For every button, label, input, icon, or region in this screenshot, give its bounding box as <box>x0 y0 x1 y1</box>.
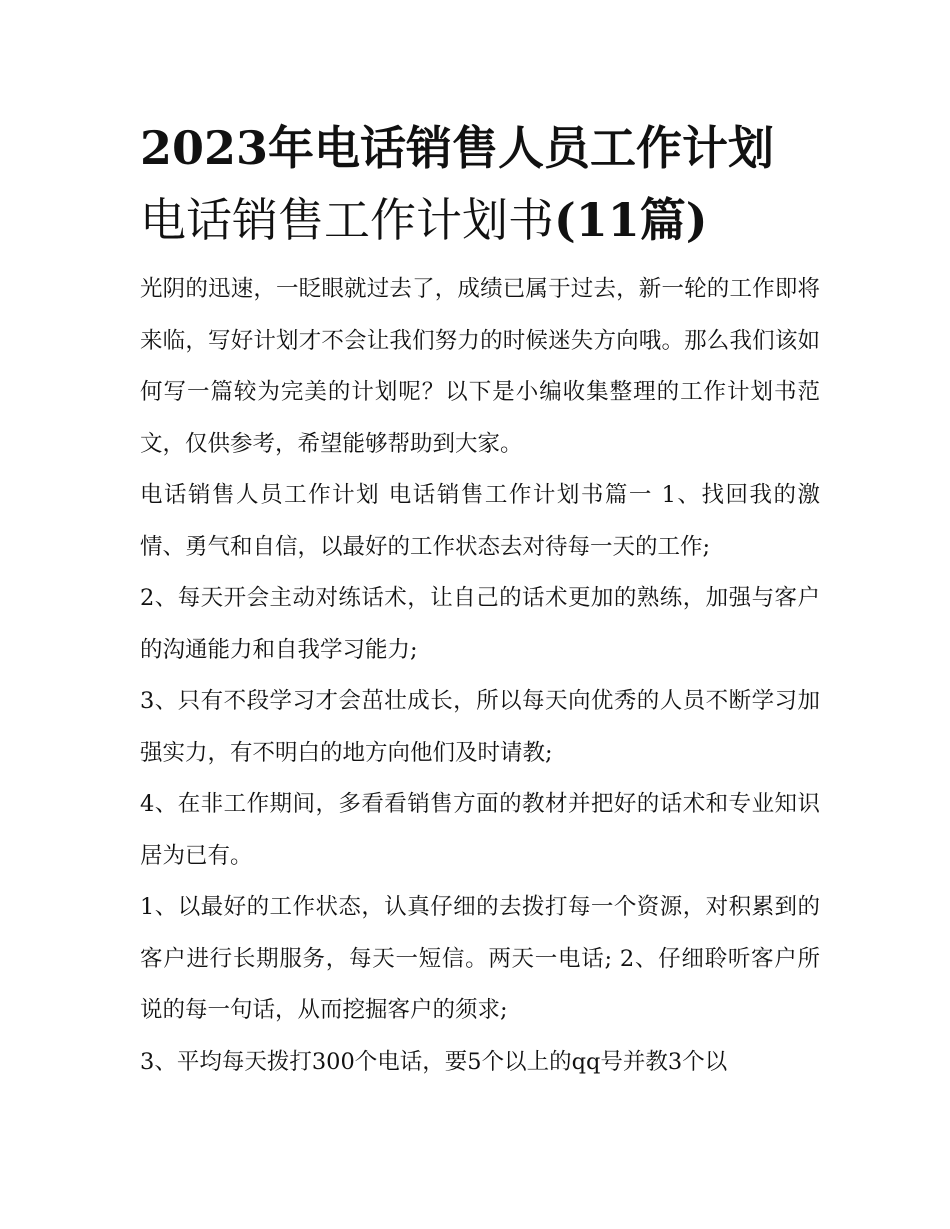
paragraph-item: 3、只有不段学习才会茁壮成长，所以每天向优秀的人员不断学习加强实力，有不明白的地方向他们及时请教; <box>140 688 820 766</box>
document-title-line-2-main: 电话销售工作计划书 <box>140 193 554 247</box>
document-page <box>140 112 820 1088</box>
paragraph-item: 4、在非工作期间，多看看销售方面的教材并把好的话术和专业知识居为已有。 <box>140 791 820 869</box>
document-title-line-1: 2023年电话销售人员工作计划 <box>140 121 775 175</box>
paragraph-item: 3、平均每天拨打300个电话，要5个以上的qq号并教3个以 <box>140 1048 728 1075</box>
paragraph-item: 2、每天开会主动对练话术，让自己的话术更加的熟练，加强与客户的沟通能力和自我学习能力; <box>140 585 820 663</box>
paragraph-item: 1、以最好的工作状态，认真仔细的去拨打每一个资源，对积累到的客户进行长期服务，每天一短信。两天一电话; 2、仔细聆听客户所说的每一句话，从而挖掘客户的须求; <box>140 894 820 1023</box>
paragraph-intro: 光阴的迅速，一眨眼就过去了，成绩已属于过去，新一轮的工作即将来临，写好计划才不会让我们努力的时候迷失方向哦。那么我们该如何写一篇较为完美的计划呢？以下是小编收集整理的工作计划书范文，仅供参考，希望能够帮助到大家。 <box>140 276 820 457</box>
paragraph-item: 电话销售人员工作计划 电话销售工作计划书篇一 1、找回我的激情、勇气和自信，以最好的工作状态去对待每一天的工作; <box>140 482 820 560</box>
document-body <box>140 264 820 1088</box>
document-title-line-2-suffix: (11篇) <box>554 193 708 247</box>
document-title-line-2 <box>140 184 820 256</box>
